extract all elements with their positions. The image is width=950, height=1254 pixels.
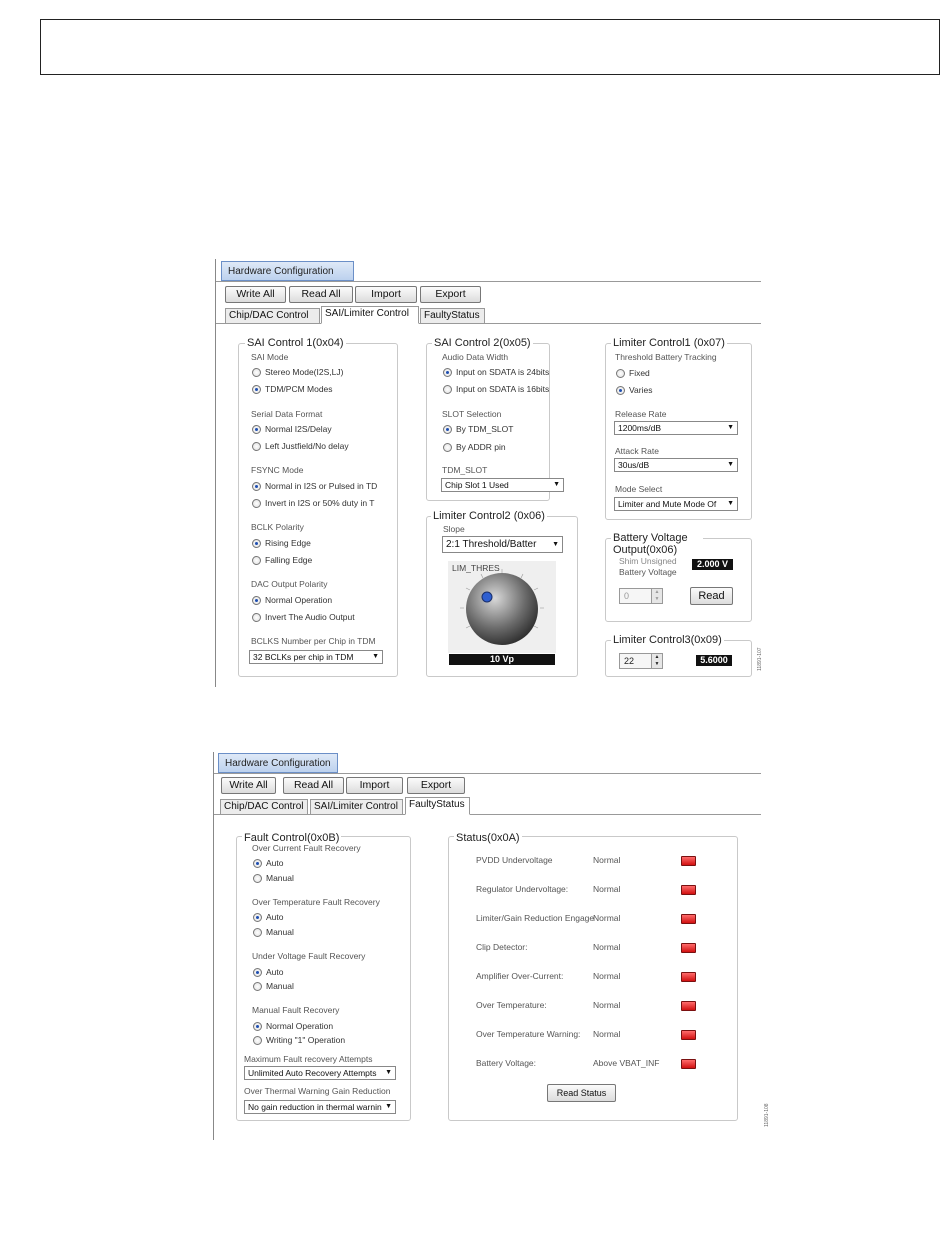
radio-16bits[interactable] bbox=[443, 383, 549, 395]
select-value: 30us/dB bbox=[618, 460, 650, 470]
led-pvdd-icon bbox=[681, 856, 696, 866]
radio-rising-edge[interactable] bbox=[252, 537, 311, 549]
limiter-control-1-group bbox=[605, 337, 752, 520]
status-value-amp-oc: Normal bbox=[593, 971, 621, 981]
limiter-control-3-group bbox=[605, 634, 752, 677]
battery-voltage-value: 2.000 V bbox=[692, 559, 733, 570]
audio-width-label: Audio Data Width bbox=[442, 352, 509, 362]
radio-mf-normal[interactable] bbox=[253, 1020, 333, 1032]
status-value-battery: Above VBAT_INF bbox=[593, 1058, 660, 1068]
option-label: Writing "1" Operation bbox=[266, 1035, 346, 1045]
window-title-tab: Hardware Configuration bbox=[218, 753, 338, 773]
option-label: Normal in I2S or Pulsed in TD bbox=[265, 481, 378, 491]
limiter3-spinner[interactable] bbox=[619, 653, 663, 669]
radio-by-tdm-slot[interactable] bbox=[443, 423, 513, 435]
lim-thres-knob[interactable] bbox=[448, 561, 556, 653]
radio-falling-edge[interactable] bbox=[252, 554, 312, 566]
read-status-button[interactable]: Read Status bbox=[547, 1084, 616, 1102]
radio-icon bbox=[253, 982, 262, 991]
tdm-slot-label: TDM_SLOT bbox=[442, 465, 488, 475]
release-rate-label: Release Rate bbox=[615, 409, 667, 419]
slope-label: Slope bbox=[443, 524, 465, 534]
option-label: Fixed bbox=[629, 368, 650, 378]
dropdown-arrow-icon: ▼ bbox=[372, 653, 379, 660]
led-regulator-icon bbox=[681, 885, 696, 895]
option-label: By ADDR pin bbox=[456, 442, 506, 452]
mode-select-label: Mode Select bbox=[615, 484, 663, 494]
thermal-warning-select[interactable] bbox=[244, 1100, 396, 1114]
radio-icon bbox=[443, 385, 452, 394]
select-value: 32 BCLKs per chip in TDM bbox=[253, 652, 354, 662]
tab-faulty-status[interactable]: FaultyStatus bbox=[405, 797, 470, 815]
radio-icon bbox=[252, 596, 261, 605]
spin-value: 0 bbox=[624, 591, 630, 601]
option-label: Manual bbox=[266, 873, 294, 883]
status-label-regulator: Regulator Undervoltage: bbox=[476, 884, 569, 894]
max-attempts-select[interactable] bbox=[244, 1066, 396, 1080]
status-label-limiter: Limiter/Gain Reduction Engage bbox=[476, 913, 595, 923]
read-all-button[interactable]: Read All bbox=[289, 286, 353, 303]
radio-fixed[interactable] bbox=[616, 367, 650, 379]
spin-up-icon[interactable]: ▲ bbox=[651, 654, 662, 661]
sai-mode-label: SAI Mode bbox=[251, 352, 289, 362]
fsync-mode-label: FSYNC Mode bbox=[251, 465, 304, 475]
option-label: Input on SDATA is 24bits bbox=[456, 367, 550, 377]
option-label: Normal Operation bbox=[265, 595, 333, 605]
dropdown-arrow-icon: ▼ bbox=[552, 541, 559, 548]
screenshot-faulty-status bbox=[213, 752, 770, 1140]
option-label: Invert in I2S or 50% duty in T bbox=[265, 498, 375, 508]
status-value-regulator: Normal bbox=[593, 884, 621, 894]
threshold-tracking-label: Threshold Battery Tracking bbox=[615, 352, 717, 362]
option-label: Auto bbox=[266, 912, 284, 922]
group-title: Limiter Control2 (0x06) bbox=[433, 510, 545, 522]
battery-voltage-label: Battery Voltage bbox=[619, 567, 677, 577]
radio-fsync-invert[interactable] bbox=[252, 497, 374, 509]
import-button[interactable]: Import bbox=[346, 777, 403, 794]
select-value: 2:1 Threshold/Batter bbox=[446, 539, 537, 550]
title-divider bbox=[216, 281, 761, 282]
sai-control-2-group bbox=[426, 337, 560, 501]
dropdown-arrow-icon: ▼ bbox=[727, 500, 734, 507]
select-value: 1200ms/dB bbox=[618, 423, 661, 433]
battery-voltage-group bbox=[605, 532, 752, 622]
thermal-warning-label: Over Thermal Warning Gain Reduction bbox=[244, 1086, 391, 1096]
fault-control-group bbox=[236, 832, 411, 1121]
spin-down-icon[interactable]: ▼ bbox=[651, 596, 662, 603]
group-title: Fault Control(0x0B) bbox=[244, 832, 340, 844]
option-label: Input on SDATA is 16bits bbox=[456, 384, 550, 394]
led-amp-oc-icon bbox=[681, 972, 696, 982]
figure-id: 11891-107 bbox=[757, 647, 763, 671]
page-header-box bbox=[40, 19, 940, 75]
spin-down-icon[interactable]: ▼ bbox=[651, 661, 662, 668]
status-label-pvdd: PVDD Undervoltage bbox=[476, 855, 553, 865]
slot-selection-label: SLOT Selection bbox=[442, 409, 502, 419]
mode-select[interactable] bbox=[614, 497, 738, 511]
status-value-pvdd: Normal bbox=[593, 855, 621, 865]
dropdown-arrow-icon: ▼ bbox=[385, 1103, 392, 1110]
dropdown-arrow-icon: ▼ bbox=[727, 424, 734, 431]
status-label-over-temp: Over Temperature: bbox=[476, 1000, 547, 1010]
dac-polarity-label: DAC Output Polarity bbox=[251, 579, 328, 589]
radio-varies[interactable] bbox=[616, 384, 652, 396]
max-attempts-label: Maximum Fault recovery Attempts bbox=[244, 1054, 373, 1064]
radio-icon bbox=[253, 1022, 262, 1031]
slope-select[interactable] bbox=[442, 536, 563, 553]
radio-normal-i2s[interactable] bbox=[252, 423, 332, 435]
group-title: Status(0x0A) bbox=[456, 832, 520, 844]
radio-oc-manual[interactable] bbox=[253, 872, 294, 884]
radio-fsync-normal[interactable] bbox=[252, 480, 377, 492]
option-label: Normal I2S/Delay bbox=[265, 424, 332, 434]
select-value: Limiter and Mute Mode Of bbox=[618, 499, 717, 509]
radio-icon bbox=[252, 385, 261, 394]
over-current-label: Over Current Fault Recovery bbox=[252, 843, 361, 853]
radio-left-justified[interactable] bbox=[252, 440, 349, 452]
spin-up-icon[interactable]: ▲ bbox=[651, 589, 662, 596]
status-value-limiter: Normal bbox=[593, 913, 621, 923]
led-battery-icon bbox=[681, 1059, 696, 1069]
radio-icon bbox=[253, 859, 262, 868]
status-label-clip: Clip Detector: bbox=[476, 942, 528, 952]
radio-normal-operation[interactable] bbox=[252, 594, 332, 606]
group-title: Battery Voltage Output(0x06) bbox=[611, 532, 703, 556]
dropdown-arrow-icon: ▼ bbox=[727, 461, 734, 468]
write-all-button[interactable]: Write All bbox=[221, 777, 276, 794]
tab-sai-limiter-control[interactable]: SAI/Limiter Control bbox=[321, 306, 419, 324]
manual-fault-label: Manual Fault Recovery bbox=[252, 1005, 340, 1015]
option-label: Manual bbox=[266, 927, 294, 937]
radio-mf-writing[interactable] bbox=[253, 1034, 345, 1046]
limiter3-value: 5.6000 bbox=[696, 655, 732, 666]
bclks-number-label: BCLKS Number per Chip in TDM bbox=[251, 636, 376, 646]
radio-icon bbox=[252, 613, 261, 622]
lim-thres-value: 10 Vp bbox=[449, 654, 555, 665]
export-button[interactable]: Export bbox=[420, 286, 481, 303]
radio-icon bbox=[252, 368, 261, 377]
dropdown-arrow-icon: ▼ bbox=[385, 1069, 392, 1076]
sai-control-1-group bbox=[238, 337, 398, 677]
status-label-temp-warning: Over Temperature Warning: bbox=[476, 1029, 581, 1039]
status-label-amp-oc: Amplifier Over-Current: bbox=[476, 971, 564, 981]
radio-ot-manual[interactable] bbox=[253, 926, 294, 938]
select-value: Unlimited Auto Recovery Attempts bbox=[248, 1068, 377, 1078]
radio-icon bbox=[252, 539, 261, 548]
radio-icon bbox=[252, 442, 261, 451]
window-title-tab: Hardware Configuration bbox=[221, 261, 354, 281]
radio-uv-auto[interactable] bbox=[253, 966, 284, 978]
group-title: SAI Control 2(0x05) bbox=[434, 337, 531, 349]
status-value-clip: Normal bbox=[593, 942, 621, 952]
spin-value: 22 bbox=[624, 656, 635, 666]
led-limiter-icon bbox=[681, 914, 696, 924]
option-label: Left Justfield/No delay bbox=[265, 441, 349, 451]
led-over-temp-icon bbox=[681, 1001, 696, 1011]
radio-icon bbox=[616, 369, 625, 378]
radio-tdm-pcm-modes[interactable] bbox=[252, 383, 333, 395]
radio-icon bbox=[252, 556, 261, 565]
under-voltage-label: Under Voltage Fault Recovery bbox=[252, 951, 366, 961]
dropdown-arrow-icon: ▼ bbox=[553, 481, 560, 488]
knob-label: LIM_THRES bbox=[452, 563, 500, 573]
radio-invert-audio[interactable] bbox=[252, 611, 355, 623]
tdm-slot-select[interactable] bbox=[441, 478, 564, 492]
radio-icon bbox=[252, 482, 261, 491]
group-title: SAI Control 1(0x04) bbox=[247, 337, 344, 349]
release-rate-select[interactable] bbox=[614, 421, 738, 435]
option-label: Rising Edge bbox=[265, 538, 311, 548]
status-value-over-temp: Normal bbox=[593, 1000, 621, 1010]
read-button[interactable]: Read bbox=[690, 587, 733, 605]
shim-unsigned-label: Shim Unsigned bbox=[619, 556, 677, 566]
radio-icon bbox=[253, 968, 262, 977]
status-group bbox=[448, 832, 738, 1121]
tab-chip-dac-control[interactable]: Chip/DAC Control bbox=[225, 308, 320, 324]
group-title: Limiter Control1 (0x07) bbox=[613, 337, 725, 349]
option-label: Manual bbox=[266, 981, 294, 991]
radio-24bits[interactable] bbox=[443, 366, 549, 378]
radio-by-addr-pin[interactable] bbox=[443, 441, 506, 453]
led-temp-warning-icon bbox=[681, 1030, 696, 1040]
status-label-battery: Battery Voltage: bbox=[476, 1058, 537, 1068]
radio-icon bbox=[252, 499, 261, 508]
radio-icon bbox=[253, 928, 262, 937]
radio-icon bbox=[253, 874, 262, 883]
battery-spinner[interactable] bbox=[619, 588, 663, 604]
select-value: Chip Slot 1 Used bbox=[445, 480, 509, 490]
led-clip-icon bbox=[681, 943, 696, 953]
figure-id: 11891-108 bbox=[764, 1103, 770, 1127]
import-button[interactable]: Import bbox=[355, 286, 417, 303]
radio-icon bbox=[253, 1036, 262, 1045]
serial-format-label: Serial Data Format bbox=[251, 409, 323, 419]
select-value: No gain reduction in thermal warnin bbox=[248, 1102, 382, 1112]
option-label: Varies bbox=[629, 385, 653, 395]
radio-oc-auto[interactable] bbox=[253, 857, 284, 869]
bclks-number-select[interactable] bbox=[249, 650, 383, 664]
radio-icon bbox=[252, 425, 261, 434]
option-label: Auto bbox=[266, 858, 284, 868]
screenshot-sai-limiter bbox=[215, 259, 761, 687]
tab-chip-dac-control[interactable]: Chip/DAC Control bbox=[220, 799, 308, 815]
option-label: Auto bbox=[266, 967, 284, 977]
radio-icon bbox=[443, 425, 452, 434]
tab-sai-limiter-control[interactable]: SAI/Limiter Control bbox=[310, 799, 403, 815]
write-all-button[interactable]: Write All bbox=[225, 286, 286, 303]
over-temp-label: Over Temperature Fault Recovery bbox=[252, 897, 380, 907]
read-all-button[interactable]: Read All bbox=[283, 777, 344, 794]
title-divider bbox=[214, 773, 761, 774]
radio-icon bbox=[616, 386, 625, 395]
group-title: Limiter Control3(0x09) bbox=[613, 634, 722, 646]
radio-ot-auto[interactable] bbox=[253, 911, 284, 923]
radio-icon bbox=[443, 443, 452, 452]
radio-icon bbox=[443, 368, 452, 377]
option-label: Normal Operation bbox=[266, 1021, 334, 1031]
limiter-control-2-group bbox=[426, 510, 578, 677]
knob-dial-icon bbox=[448, 561, 556, 653]
option-label: Stereo Mode(I2S,LJ) bbox=[265, 367, 344, 377]
option-label: Falling Edge bbox=[265, 555, 313, 565]
option-label: TDM/PCM Modes bbox=[265, 384, 333, 394]
export-button[interactable]: Export bbox=[407, 777, 465, 794]
option-label: Invert The Audio Output bbox=[265, 612, 355, 622]
radio-stereo-mode[interactable] bbox=[252, 366, 343, 378]
bclk-polarity-label: BCLK Polarity bbox=[251, 522, 304, 532]
option-label: By TDM_SLOT bbox=[456, 424, 514, 434]
radio-icon bbox=[253, 913, 262, 922]
attack-rate-label: Attack Rate bbox=[615, 446, 659, 456]
radio-uv-manual[interactable] bbox=[253, 980, 294, 992]
status-value-temp-warning: Normal bbox=[593, 1029, 621, 1039]
tab-faulty-status[interactable]: FaultyStatus bbox=[420, 308, 485, 324]
attack-rate-select[interactable] bbox=[614, 458, 738, 472]
